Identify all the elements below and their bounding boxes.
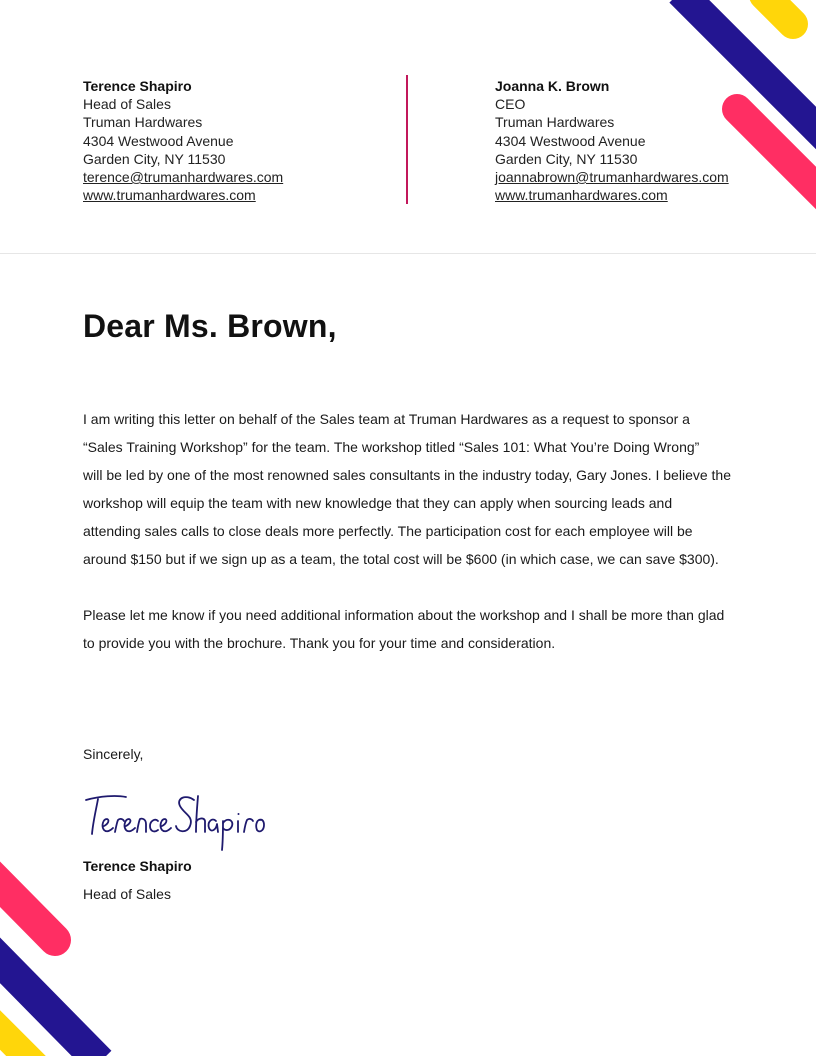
- recipient-title: CEO: [495, 96, 526, 113]
- letter-closing: Sincerely,: [83, 746, 144, 762]
- sender-company: Truman Hardwares: [83, 114, 203, 131]
- paragraph-line: Please let me know if you need additional information about the workshop and I shall be more than glad: [83, 607, 725, 623]
- paragraph-line: will be led by one of the most renowned sales consultants in the industry today, Gary Jones. I believe the: [83, 467, 731, 483]
- sender-contact-block: [83, 77, 283, 204]
- sender-street: 4304 Westwood Avenue: [83, 132, 234, 149]
- sender-name: Terence Shapiro: [83, 78, 192, 94]
- recipient-email-link[interactable]: joannabrown@trumanhardwares.com: [495, 169, 729, 186]
- sender-email-link[interactable]: terence@trumanhardwares.com: [83, 169, 284, 186]
- recipient-name: Joanna K. Brown: [495, 78, 610, 94]
- sender-city: Garden City, NY 11530: [83, 150, 226, 167]
- letter-paragraph-2: [83, 601, 733, 657]
- header-vertical-divider: [406, 75, 408, 204]
- top-right-yellow-stripe: [764, 0, 793, 24]
- signer-name: Terence Shapiro: [83, 858, 192, 874]
- paragraph-line: around $150 but if we sign up as a team, the total cost will be $600 (in which case, we can save $300).: [83, 551, 719, 567]
- recipient-street: 4304 Westwood Avenue: [495, 132, 646, 149]
- paragraph-line: attending sales calls to close deals more perfectly. The participation cost for each employee will be: [83, 523, 693, 539]
- paragraph-line: to provide you with the brochure. Thank you for your time and consideration.: [83, 635, 556, 651]
- bottom-left-pink-stripe: [0, 864, 55, 940]
- paragraph-line: workshop will equip the team with new knowledge that they can apply when sourcing leads and: [83, 495, 673, 511]
- recipient-contact-block: [495, 77, 729, 204]
- recipient-website-link[interactable]: www.trumanhardwares.com: [495, 187, 668, 204]
- paragraph-line: “Sales Training Workshop” for the team. The workshop titled “Sales 101: What You’re Doing Wrong”: [83, 439, 700, 455]
- recipient-company: Truman Hardwares: [495, 114, 615, 131]
- letter-greeting: Dear Ms. Brown,: [83, 308, 337, 344]
- bottom-left-yellow-stripe: [0, 1020, 40, 1056]
- letter-paragraph-1: [83, 405, 733, 573]
- sender-title: Head of Sales: [83, 96, 171, 113]
- top-right-pink-stripe: [737, 109, 816, 202]
- header-horizontal-rule: [0, 253, 816, 254]
- handwritten-signature: [80, 788, 270, 858]
- recipient-city: Garden City, NY 11530: [495, 150, 638, 167]
- paragraph-line: I am writing this letter on behalf of the Sales team at Truman Hardwares as a request to sponsor a: [83, 411, 690, 427]
- sender-website-link[interactable]: www.trumanhardwares.com: [83, 187, 256, 204]
- signer-title: Head of Sales: [83, 886, 171, 902]
- bottom-left-navy-stripe: [0, 940, 100, 1056]
